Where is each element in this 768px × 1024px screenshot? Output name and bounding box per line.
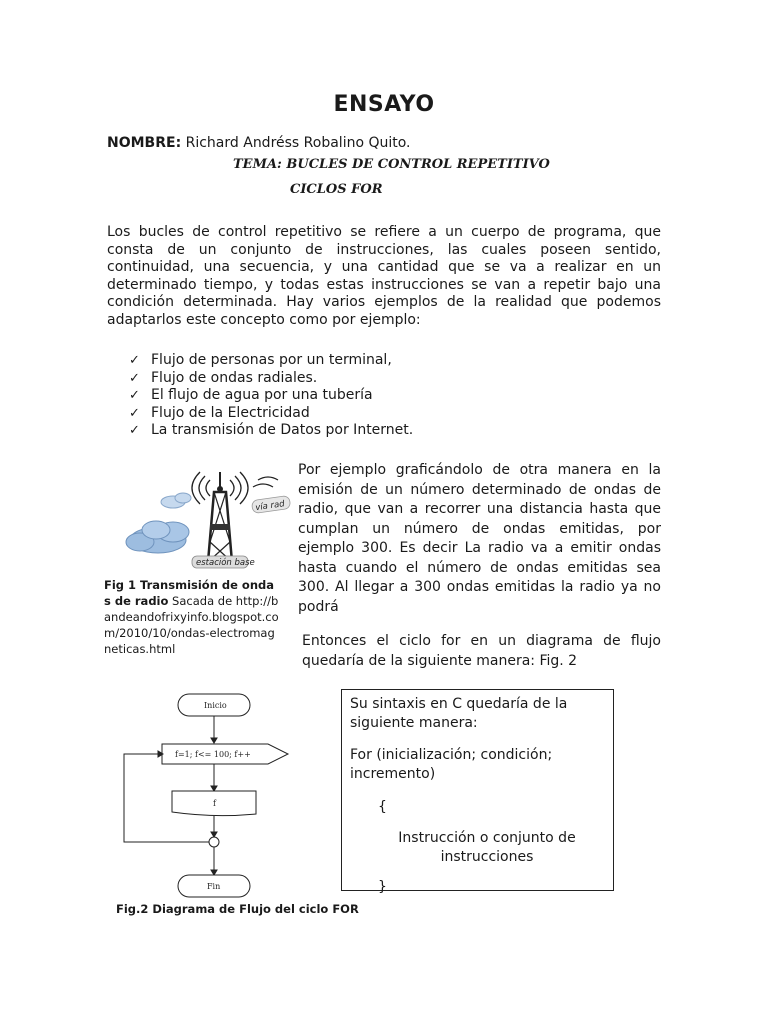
topic-heading: TEMA: BUCLES DE CONTROL REPETITIVO [233,157,550,172]
figure1-caption-source: Sacada de http://bandeandofrixyinfo.blogspot.com/2010/10/ondas-electromagneticas.html [104,594,279,656]
flowchart-start-label: Inicio [204,701,227,710]
checkmark-icon: ✓ [129,405,140,421]
radio-tower-illustration [118,462,290,576]
document-title: ENSAYO [333,92,435,117]
author-line [107,135,411,151]
flowchart-body-label: f [213,799,216,808]
cloud-icon [126,521,189,553]
list-item [127,352,413,370]
checkmark-icon: ✓ [129,423,140,439]
syntax-open-brace: { [378,799,387,815]
for-loop-flowchart [118,690,298,902]
flow-intro-paragraph: Entonces el ciclo for en un diagrama de flujo quedaría de la siguiente manera: Fig. 2 [302,633,661,669]
syntax-intro-text: Su sintaxis en C quedaría de la siguiente manera: [350,696,568,731]
antenna-tower-icon [208,472,232,562]
list-item-text: Flujo de ondas radiales. [151,369,318,386]
list-item-text: Flujo de personas por un terminal, [151,352,392,368]
syntax-for-signature: For (inicialización; condición; incremento) [350,747,553,782]
flowchart-end-label: Fin [207,882,221,891]
list-item [127,370,413,388]
list-item-text: La transmisión de Datos por Internet. [151,422,414,439]
list-item-text: Flujo de la Electricidad [151,404,310,421]
flowchart-connector-node [209,837,219,847]
author-name: Richard Andréss Robalino Quito. [181,135,411,151]
syntax-text-box [341,689,614,895]
list-item [127,422,413,440]
cloud-icon [161,493,191,508]
svg-text:estación base: estación base [196,558,255,568]
author-label: NOMBRE: [107,135,182,151]
intro-paragraph: Los bucles de control repetitivo se refiere a un cuerpo de programa, que consta de un conjunto de instrucciones, las cuales poseen sentido, continuidad, una secuencia, y una cantidad que se va a realizar en un determinado tiempo, y todas estas instrucciones se van a repetir bajo una condición determinada. Hay varios ejemplos de la realidad que podemos adaptarlos este concepto como por ejemplo: [107,224,661,328]
checkmark-icon: ✓ [129,370,140,386]
svg-text:vía rad: vía rad [254,499,286,514]
via-radio-label [251,495,290,513]
examples-list [127,352,413,440]
list-item-text: El flujo de agua por una tubería [151,387,373,404]
figure1-caption [104,577,280,656]
flowchart-loop-label: f=1; f<= 100; f++ [175,750,251,759]
list-item [127,387,413,405]
base-station-label [192,556,255,568]
list-item [127,405,413,423]
syntax-body-text: Instrucción o conjunto de instrucciones [398,830,576,865]
checkmark-icon: ✓ [129,353,140,368]
figure2-caption: Fig.2 Diagrama de Flujo del ciclo FOR [116,902,359,916]
figure1-caption-label: Fig 1 Transmisión de ondas de radio [104,578,275,608]
subtopic-heading: CICLOS FOR [290,182,383,197]
syntax-close-brace: } [378,879,387,895]
checkmark-icon: ✓ [129,388,140,404]
radio-example-paragraph: Por ejemplo graficándolo de otra manera en la emisión de un número determinado de ondas de radio, que van a recorrer una distancia hasta que cumplan un número de ondas emitidas, por ejemplo 300. Es decir La radio va a emitir ondas hasta cuando el número de ondas emitidas sea 300. Al llegar a 300 ondas emitidas la radio ya no podrá [298,462,661,615]
